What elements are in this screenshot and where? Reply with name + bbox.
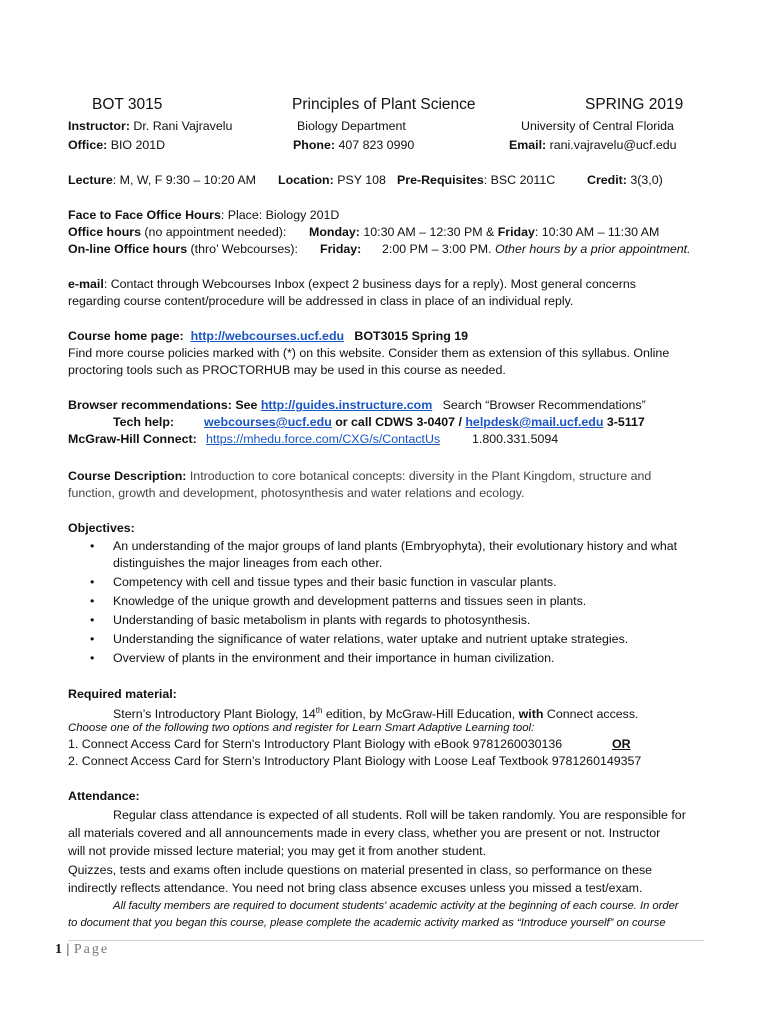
location-label: Location: (278, 173, 334, 187)
bullet-icon: • (90, 651, 95, 665)
office-value: BIO 201D (110, 138, 166, 152)
phone-value: 407 823 0990 (338, 138, 415, 152)
attendance-line7: to document that you began this course, please complete the academic activity marked as “Introduce yourself” on course (68, 917, 666, 929)
browser-label: Browser recommendations: See (68, 398, 258, 412)
f2f-value: : Place: Biology 201D (220, 208, 340, 222)
course-home-line3: proctoring tools such as PROCTORHUB may be used in this course as needed. (68, 363, 506, 377)
description-line2: function, growth and development, photosynthesis and water relations and ecology. (68, 486, 525, 500)
office-hours-line (68, 224, 286, 240)
description-line1: Course Description: Introduction to core botanical concepts: diversity in the Plant Kingdom, structure and (68, 469, 652, 483)
lecture-label: Lecture (68, 173, 113, 187)
objective-item: Knowledge of the unique growth and development patterns and tissues seen in plants. (113, 594, 587, 608)
objective-item: Competency with cell and tissue types and their basic function in vascular plants. (113, 575, 557, 589)
friday-label: Friday (497, 225, 535, 239)
objectives-label: Objectives: (68, 521, 135, 535)
attendance-line5: indirectly reflects attendance. You need not bring class absence excuses unless you missed a test/exam. (68, 881, 643, 895)
page-separator: | (62, 942, 74, 957)
instructor-name: Dr. Rani Vajravelu (133, 119, 233, 133)
bullet-icon: • (90, 594, 95, 608)
oh-note: (no appointment needed): (140, 225, 287, 239)
email-policy-label: e-mail (68, 277, 104, 291)
lecture-line (68, 172, 256, 188)
credit-line (587, 172, 663, 188)
mcgraw-line (206, 431, 440, 447)
office-label: Office: (68, 138, 108, 152)
email-label: Email: (509, 138, 547, 152)
attendance-line6: All faculty members are required to document students' academic activity at the beginning of each course. In order (113, 900, 679, 912)
webcourses-link[interactable]: http://webcourses.ucf.edu (190, 329, 345, 343)
online-hours-line (68, 241, 298, 257)
office-line (68, 137, 165, 153)
email-value: rani.vajravelu@ucf.edu (549, 138, 677, 152)
prereq-value: : BSC 2011C (483, 173, 556, 187)
online-friday-label: Friday: (320, 242, 362, 256)
department: Biology Department (297, 119, 406, 133)
course-tag: BOT3015 Spring 19 (354, 329, 469, 343)
browser-search: Search “Browser Recommendations” (442, 398, 646, 412)
tech-help-line (204, 414, 645, 430)
material-or: OR (612, 737, 631, 751)
attendance-line2: all materials covered and all announcements made in every class, whether you are present or not. Instructor (68, 826, 661, 840)
phone-line (293, 137, 414, 153)
mcgraw-phone: 1.800.331.5094 (472, 432, 559, 446)
bullet-icon: • (90, 613, 95, 627)
tech-call: or call CDWS 3-0407 / (331, 415, 466, 429)
attendance-line3: will not provide missed lecture material; you may get it from another student. (68, 844, 487, 858)
credit-value: 3(3,0) (630, 173, 663, 187)
attendance-line4: Quizzes, tests and exams often include questions on material presented in class, so performance on these (68, 863, 653, 877)
helpdesk-link[interactable]: helpdesk@mail.ucf.edu (465, 415, 604, 429)
course-title: Principles of Plant Science (292, 96, 476, 113)
objective-item: Understanding the significance of water relations, water uptake and nutrient uptake strategies. (113, 632, 629, 646)
footer-divider (68, 940, 704, 941)
objective-item: Overview of plants in the environment and their importance in human civilization. (113, 651, 555, 665)
online-other: Other hours by a prior appointment. (494, 242, 691, 256)
email-policy-line1: e-mail: Contact through Webcourses Inbox (expect 2 business days for a reply). Most general concerns (68, 277, 636, 291)
tech-help-label: Tech help: (113, 415, 175, 429)
attendance-label: Attendance: (68, 789, 140, 803)
online-label: On-line Office hours (68, 242, 188, 256)
location-line (278, 172, 386, 188)
oh-label: Office hours (68, 225, 141, 239)
objective-item: Understanding of basic metabolism in plants with regards to photosynthesis. (113, 613, 531, 627)
page-word: Page (73, 942, 110, 957)
bullet-icon: • (90, 632, 95, 646)
material-option-1: 1. Connect Access Card for Stern's Introductory Plant Biology with eBook 9781260030136 (68, 737, 563, 751)
course-home-line (68, 328, 468, 344)
objective-item-cont: distinguishes the major lineages from each other. (113, 556, 383, 570)
material-option-2: 2. Connect Access Card for Stern’s Introductory Plant Biology with Loose Leaf Textbook 9781260149357 (68, 754, 642, 768)
instructor-line (68, 118, 232, 134)
mcgraw-link[interactable]: https://mhedu.force.com/CXG/s/ContactUs (206, 432, 441, 446)
location-value: PSY 108 (337, 173, 386, 187)
university: University of Central Florida (521, 119, 674, 133)
term: SPRING 2019 (585, 96, 684, 113)
course-home-label: Course home page: (68, 329, 184, 343)
textbook-line: Stern’s Introductory Plant Biology, 14th edition, by McGraw-Hill Education, with Connect access. (113, 706, 639, 722)
email-policy-line2: regarding course content/procedure will be addressed in class in place of an individual reply. (68, 294, 574, 308)
monday-value: 10:30 AM – 12:30 PM & (359, 225, 498, 239)
email-line (509, 137, 677, 153)
helpdesk-ext: 3-5117 (603, 415, 645, 429)
bullet-icon: • (90, 575, 95, 589)
attendance-line1: Regular class attendance is expected of all students. Roll will be taken randomly. You are responsible for (113, 808, 686, 822)
f2f-line (68, 207, 339, 223)
mcgraw-label: McGraw-Hill Connect: (68, 432, 197, 446)
online-friday-value: 2:00 PM – 3:00 PM. Other hours by a prior appointment. (382, 242, 691, 256)
material-choose: Choose one of the following two options and register for Learn Smart Adaptive Learning tool: (68, 722, 535, 734)
course-code: BOT 3015 (92, 96, 163, 113)
instructor-label: Instructor: (68, 119, 130, 133)
material-label: Required material: (68, 687, 177, 701)
course-home-line2: Find more course policies marked with (*) on this website. Consider them as extension of this syllabus. Online (68, 346, 670, 360)
guides-link[interactable]: http://guides.instructure.com (260, 398, 433, 412)
bullet-icon: • (90, 539, 95, 553)
credit-label: Credit: (587, 173, 627, 187)
page-number: 1 (55, 942, 63, 957)
page-footer (55, 942, 109, 958)
f2f-label: Face to Face Office Hours (68, 208, 221, 222)
monday-label: Monday: (309, 225, 360, 239)
prereq-label: Pre-Requisites (397, 173, 484, 187)
tech-email-link[interactable]: webcourses@ucf.edu (204, 415, 332, 429)
online-note: (thro’ Webcourses): (187, 242, 298, 256)
friday-value: : 10:30 AM – 11:30 AM (534, 225, 660, 239)
browser-line (68, 397, 646, 413)
prereq-line (397, 172, 555, 188)
phone-label: Phone: (293, 138, 335, 152)
description-label: Course Description: (68, 469, 187, 483)
lecture-value: : M, W, F 9:30 – 10:20 AM (112, 173, 257, 187)
objective-item: An understanding of the major groups of land plants (Embryophyta), their evolutionary history and what (113, 539, 678, 553)
office-hours-times (309, 224, 659, 240)
